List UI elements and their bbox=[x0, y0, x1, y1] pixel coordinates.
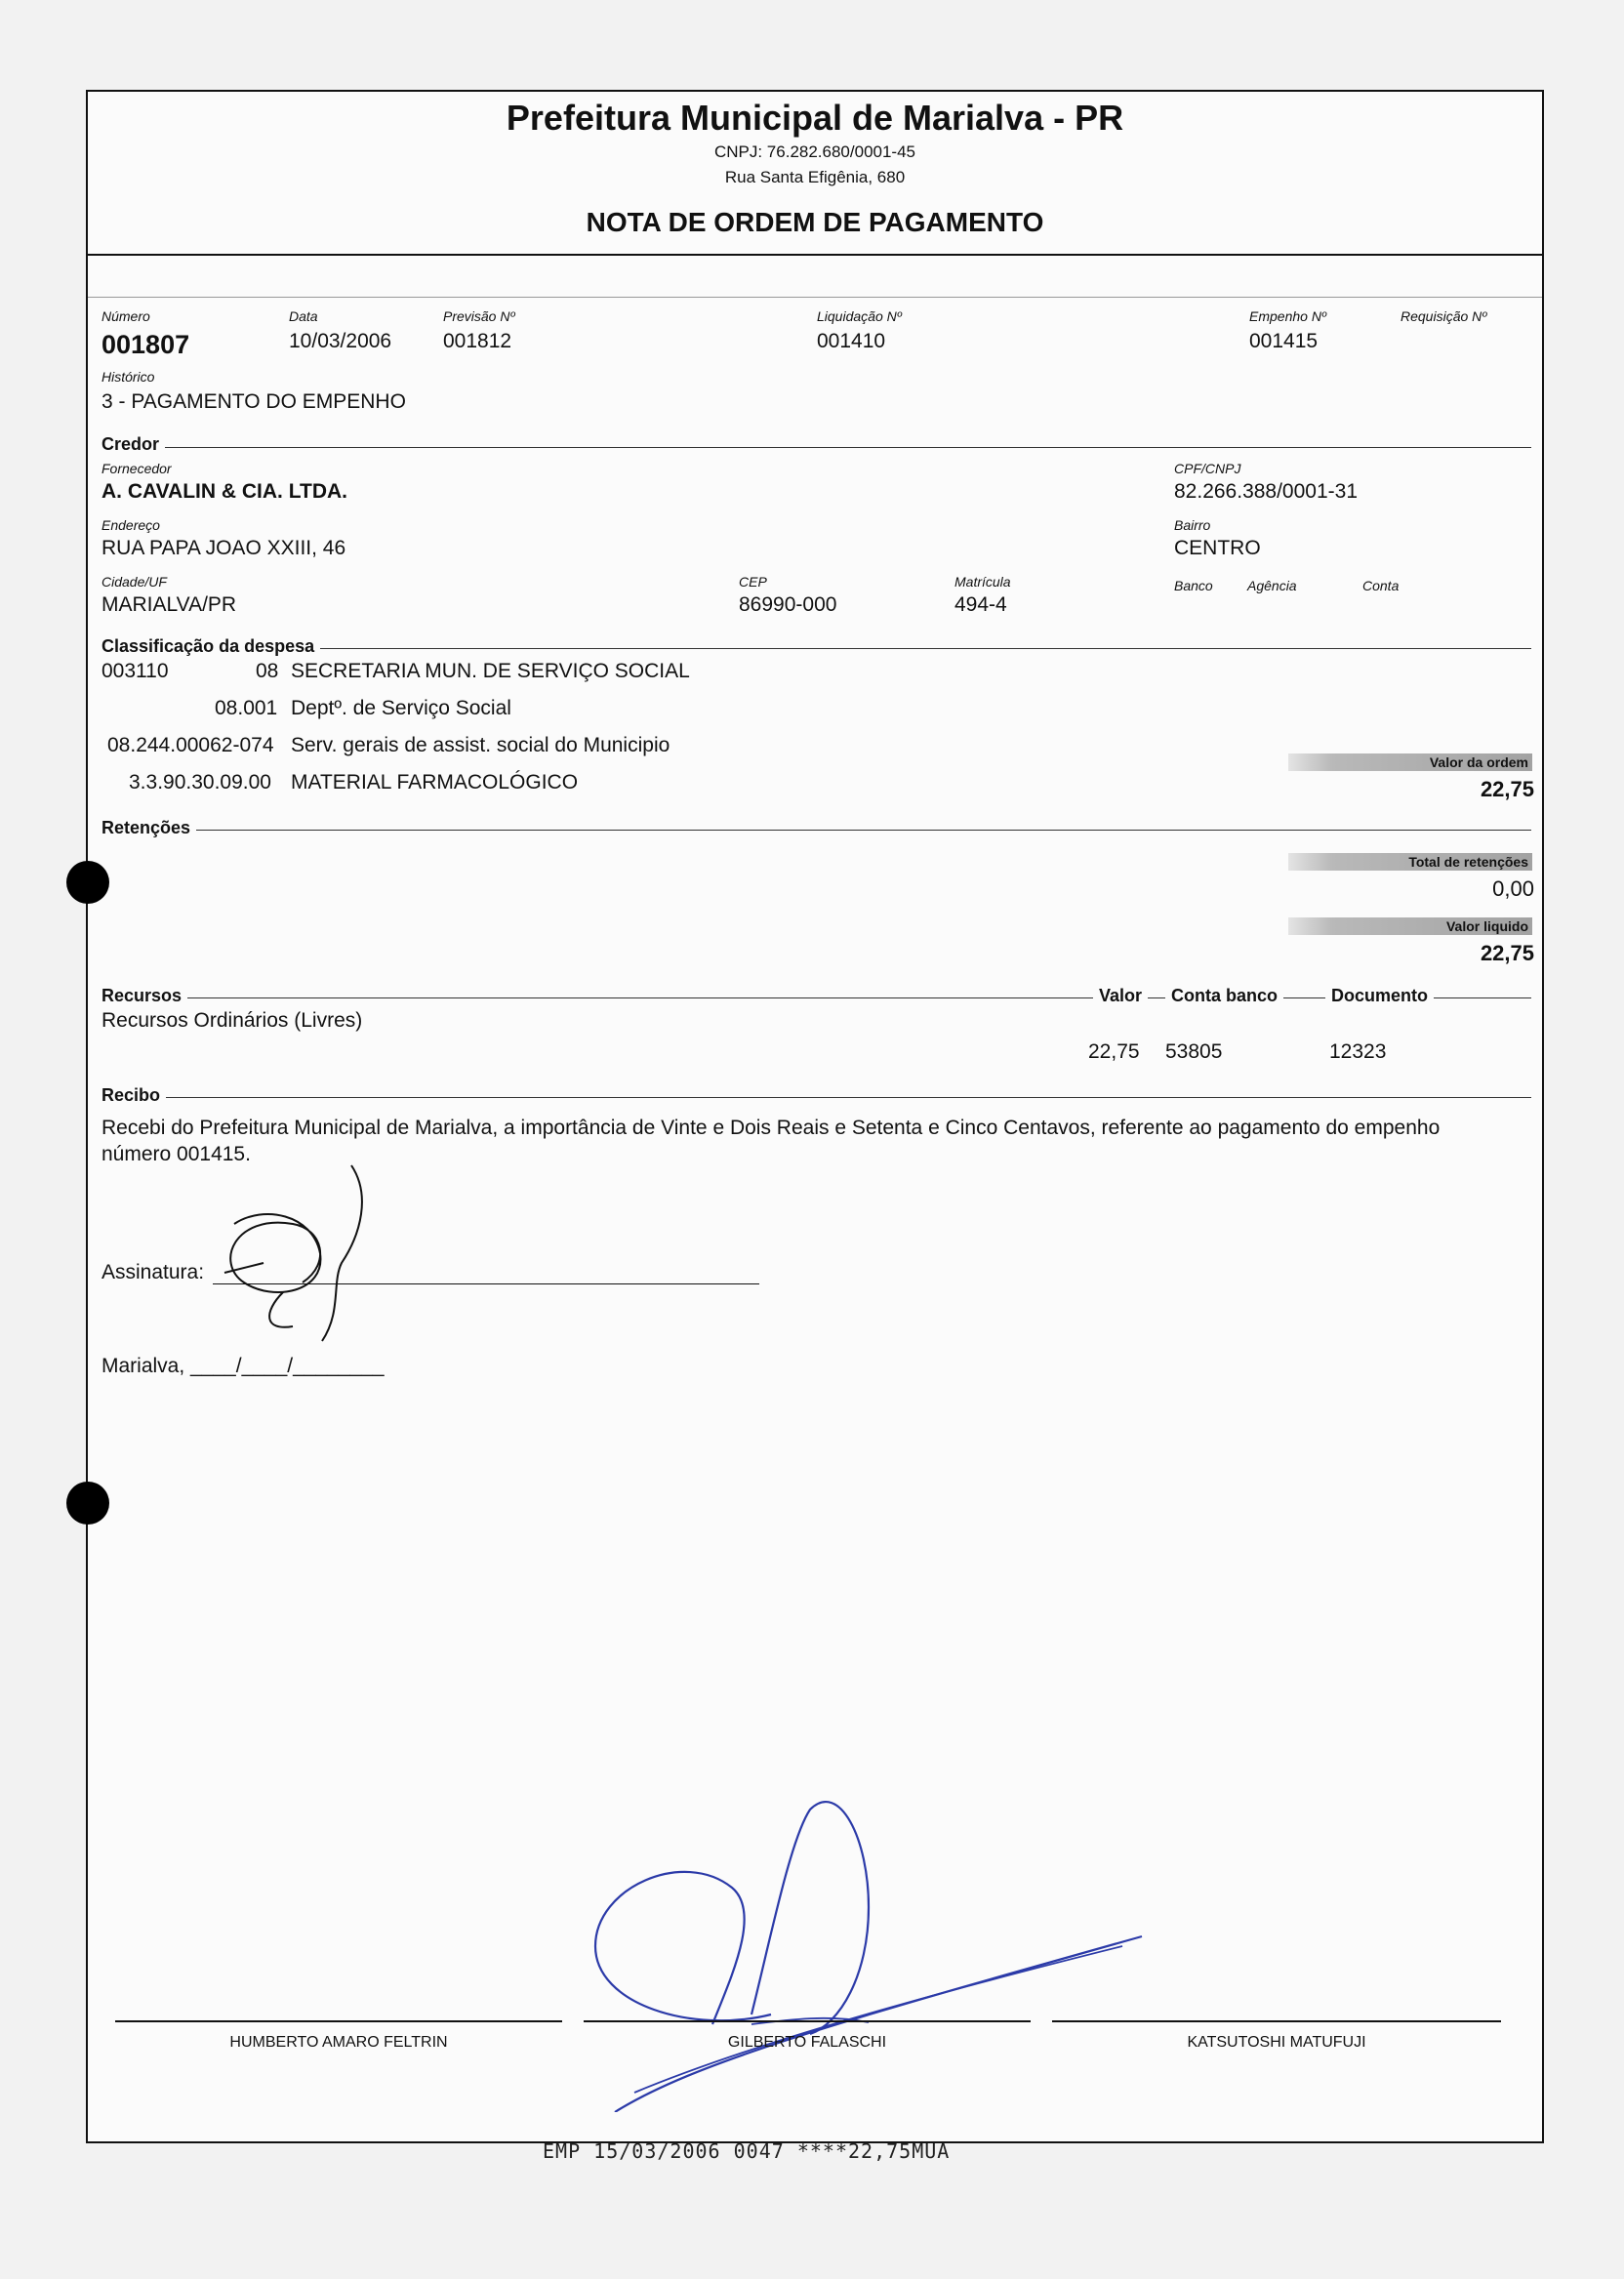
local-data-line: Marialva, ____/____/________ bbox=[102, 1355, 385, 1377]
conta-label: Conta bbox=[1362, 578, 1400, 593]
liquidacao-label: Liquidação Nº bbox=[817, 308, 902, 324]
empenho-label: Empenho Nº bbox=[1249, 308, 1327, 324]
classificacao-code-4: 3.3.90.30.09.00 bbox=[129, 771, 271, 794]
recursos-section-title: Recursos bbox=[102, 986, 187, 1006]
signatory-name-1: HUMBERTO AMARO FELTRIN bbox=[229, 2034, 448, 2051]
cep-value: 86990-000 bbox=[739, 593, 837, 616]
endereco-label: Endereço bbox=[102, 517, 160, 533]
bairro-label: Bairro bbox=[1174, 517, 1211, 533]
historico-value: 3 - PAGAMENTO DO EMPENHO bbox=[102, 390, 406, 413]
credor-section-title: Credor bbox=[102, 434, 165, 455]
recursos-rule bbox=[102, 997, 1531, 998]
banco-label: Banco bbox=[1174, 578, 1213, 593]
header-divider bbox=[88, 254, 1542, 256]
matricula-label: Matrícula bbox=[954, 574, 1011, 590]
punch-hole-top bbox=[66, 861, 109, 904]
recibo-rule bbox=[102, 1097, 1531, 1098]
signatory-line-1 bbox=[115, 2020, 562, 2022]
recursos-col-documento: Documento bbox=[1325, 986, 1434, 1006]
blue-ink-signature bbox=[576, 1780, 1161, 2112]
municipality-title: Prefeitura Municipal de Marialva - PR bbox=[506, 98, 1124, 138]
recursos-valor: 22,75 bbox=[1088, 1040, 1140, 1063]
recursos-conta-banco: 53805 bbox=[1165, 1040, 1223, 1063]
numero-value: 001807 bbox=[102, 330, 190, 359]
total-retencoes-value: 0,00 bbox=[1492, 876, 1534, 901]
classificacao-code-1: 003110 bbox=[102, 660, 169, 682]
fornecedor-value: A. CAVALIN & CIA. LTDA. bbox=[102, 480, 347, 503]
punch-hole-bottom bbox=[66, 1482, 109, 1525]
classificacao-desc-1: SECRETARIA MUN. DE SERVIÇO SOCIAL bbox=[291, 660, 690, 682]
classificacao-desc-4: MATERIAL FARMACOLÓGICO bbox=[291, 771, 579, 794]
payment-order-document bbox=[86, 90, 1544, 2143]
data-value: 10/03/2006 bbox=[289, 330, 392, 352]
valor-liquido-value: 22,75 bbox=[1480, 941, 1534, 965]
retencoes-section-title: Retenções bbox=[102, 818, 196, 838]
total-retencoes-label: Total de retenções bbox=[1288, 853, 1532, 871]
recibo-text: Recebi do Prefeitura Municipal de Marialva, a importância de Vinte e Dois Reais e Setenta e Cinco Centavos, referente ao pagamento do empenho número 001415. bbox=[102, 1117, 1441, 1165]
historico-label: Histórico bbox=[102, 369, 155, 385]
cep-label: CEP bbox=[739, 574, 767, 590]
empenho-value: 001415 bbox=[1249, 330, 1319, 352]
cidade-uf-value: MARIALVA/PR bbox=[102, 593, 237, 616]
matricula-value: 494-4 bbox=[954, 593, 1007, 616]
classificacao-sub-1: 08 bbox=[256, 660, 279, 682]
data-label: Data bbox=[289, 308, 318, 324]
signatory-line-3 bbox=[1052, 2020, 1501, 2022]
cnpj-line: CNPJ: 76.282.680/0001-45 bbox=[713, 142, 916, 161]
header-subrule bbox=[88, 297, 1542, 298]
credor-rule bbox=[102, 447, 1531, 448]
signatory-name-2: GILBERTO FALASCHI bbox=[727, 2034, 887, 2051]
document-title: NOTA DE ORDEM DE PAGAMENTO bbox=[586, 207, 1044, 237]
bairro-value: CENTRO bbox=[1174, 537, 1261, 559]
recursos-col-valor: Valor bbox=[1093, 986, 1148, 1006]
previsao-label: Previsão Nº bbox=[443, 308, 515, 324]
classificacao-section-title: Classificação da despesa bbox=[102, 636, 320, 657]
retencoes-rule bbox=[102, 830, 1531, 831]
cidade-uf-label: Cidade/UF bbox=[102, 574, 167, 590]
processing-stamp: EMP 15/03/2006 0047 ****22,75MUA bbox=[543, 2139, 951, 2163]
signatory-line-2 bbox=[584, 2020, 1031, 2022]
signatory-name-3: KATSUTOSHI MATUFUJI bbox=[1187, 2034, 1366, 2051]
valor-ordem-value: 22,75 bbox=[1480, 777, 1534, 801]
cpf-cnpj-label: CPF/CNPJ bbox=[1174, 461, 1241, 476]
agencia-label: Agência bbox=[1247, 578, 1297, 593]
recibo-section-title: Recibo bbox=[102, 1085, 166, 1106]
recursos-col-conta-banco: Conta banco bbox=[1165, 986, 1283, 1006]
classificacao-desc-2: Deptº. de Serviço Social bbox=[291, 697, 511, 719]
liquidacao-value: 001410 bbox=[817, 330, 886, 352]
requisicao-label: Requisição Nº bbox=[1401, 308, 1487, 324]
recursos-documento: 12323 bbox=[1329, 1040, 1387, 1063]
valor-ordem-label: Valor da ordem bbox=[1288, 753, 1532, 771]
receipt-signature-mark bbox=[205, 1156, 439, 1370]
classificacao-code-2: 08.001 bbox=[215, 697, 278, 719]
classificacao-code-3: 08.244.00062-074 bbox=[107, 734, 274, 756]
fornecedor-label: Fornecedor bbox=[102, 461, 172, 476]
endereco-value: RUA PAPA JOAO XXIII, 46 bbox=[102, 537, 346, 559]
assinatura-label: Assinatura: bbox=[102, 1261, 205, 1283]
numero-label: Número bbox=[102, 308, 150, 324]
recursos-descricao: Recursos Ordinários (Livres) bbox=[102, 1009, 363, 1032]
address-line: Rua Santa Efigênia, 680 bbox=[724, 168, 906, 186]
cpf-cnpj-value: 82.266.388/0001-31 bbox=[1174, 480, 1359, 503]
classificacao-desc-3: Serv. gerais de assist. social do Municipio bbox=[291, 734, 670, 756]
valor-liquido-label: Valor liquido bbox=[1288, 917, 1532, 935]
previsao-value: 001812 bbox=[443, 330, 512, 352]
